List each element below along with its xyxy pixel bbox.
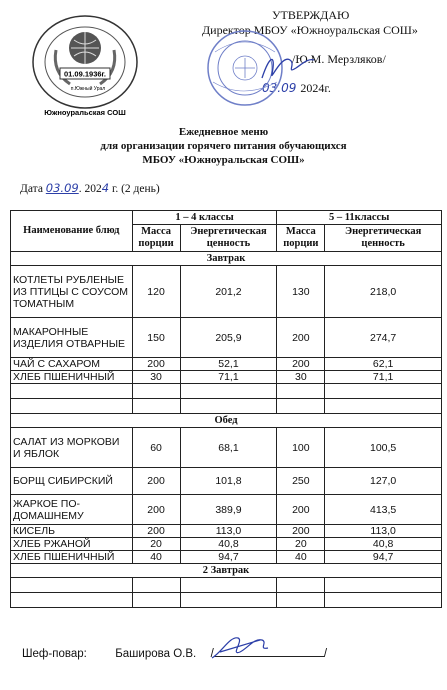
header-energy-2: Энергетическая ценность <box>325 225 442 252</box>
mass-2: 20 <box>277 538 325 551</box>
section-title: 2 Завтрак <box>11 564 442 578</box>
date-day: 03.09 <box>45 181 79 195</box>
energy-1: 389,9 <box>180 495 277 525</box>
date-year-digit: 4 <box>101 181 110 195</box>
mass-2: 200 <box>277 525 325 538</box>
school-seal <box>26 10 144 120</box>
title-line-3: МБОУ «Южноуральская СОШ» <box>142 154 305 166</box>
approval-position: Директор МБОУ «Южноуральская СОШ» <box>202 23 418 37</box>
mass-1: 30 <box>132 371 180 384</box>
energy-2: 113,0 <box>325 525 442 538</box>
energy-1: 101,8 <box>180 468 277 495</box>
seal-school-name: Южноуральская СОШ <box>44 108 126 117</box>
chef-signature <box>206 632 278 664</box>
signature-slash-close: / <box>323 648 328 660</box>
chef-name: Баширова О.В. <box>115 648 197 660</box>
date-suffix: г. (2 день) <box>109 183 160 195</box>
mass-1: 20 <box>132 538 180 551</box>
date-prefix: Дата <box>20 183 43 195</box>
header-group-1: 1 – 4 классы <box>132 211 277 225</box>
mass-1: 200 <box>132 468 180 495</box>
energy-2: 62,1 <box>325 358 442 371</box>
header-group-2: 5 – 11классы <box>277 211 442 225</box>
mass-1: 200 <box>132 358 180 371</box>
dish-name: МАКАРОННЫЕ ИЗДЕЛИЯ ОТВАРНЫЕ <box>11 318 133 358</box>
empty-row <box>11 399 442 414</box>
mass-1: 200 <box>132 525 180 538</box>
seal-year: 01.09.1936г. <box>64 69 106 79</box>
title-line-2: для организации горячего питания обучающихся <box>100 140 347 152</box>
date-year-prefix: . 202 <box>78 183 102 195</box>
energy-1: 52,1 <box>180 358 277 371</box>
mass-1: 40 <box>132 551 180 564</box>
director-signature <box>258 48 318 88</box>
dish-name: САЛАТ ИЗ МОРКОВИ И ЯБЛОК <box>11 428 133 468</box>
energy-2: 413,5 <box>325 495 442 525</box>
dish-name: КИСЕЛЬ <box>11 525 133 538</box>
signature-slash-open: / <box>210 648 214 660</box>
header-energy-1: Энергетическая ценность <box>180 225 277 252</box>
energy-2: 100,5 <box>325 428 442 468</box>
section-title: Завтрак <box>11 252 442 266</box>
dish-name: БОРЩ СИБИРСКИЙ <box>11 468 133 495</box>
dish-name: ЖАРКОЕ ПО-ДОМАШНЕМУ <box>11 495 133 525</box>
mass-1: 120 <box>132 266 180 318</box>
energy-1: 201,2 <box>180 266 277 318</box>
dish-name: ХЛЕБ ПШЕНИЧНЫЙ <box>11 551 133 564</box>
title-line-1: Ежедневное меню <box>178 126 269 138</box>
empty-row <box>11 384 442 399</box>
energy-1: 205,9 <box>180 318 277 358</box>
mass-2: 100 <box>277 428 325 468</box>
energy-2: 274,7 <box>325 318 442 358</box>
energy-1: 40,8 <box>180 538 277 551</box>
energy-1: 94,7 <box>180 551 277 564</box>
mass-1: 150 <box>132 318 180 358</box>
approval-year: 2024г. <box>300 81 331 95</box>
approval-director: /Ю.М. Мерзляков/ <box>292 52 386 66</box>
mass-2: 30 <box>277 371 325 384</box>
chef-role: Шеф-повар: <box>22 648 87 660</box>
empty-row <box>11 578 442 593</box>
energy-1: 68,1 <box>180 428 277 468</box>
mass-2: 250 <box>277 468 325 495</box>
seal-village: п.Южный Урал <box>70 86 106 92</box>
mass-1: 60 <box>132 428 180 468</box>
section-title: Обед <box>11 414 442 428</box>
mass-2: 200 <box>277 358 325 371</box>
document-title <box>0 125 447 167</box>
energy-2: 71,1 <box>325 371 442 384</box>
approval-block: УТВЕРЖДАЮ Директор МБОУ «Южноуральская СОШ» /Ю.М. Мерзляков/ 03.09 2024г. <box>200 8 440 96</box>
dish-name: ЧАЙ С САХАРОМ <box>11 358 133 371</box>
approval-heading: УТВЕРЖДАЮ <box>272 8 350 22</box>
header-mass-1: Масса порции <box>132 225 180 252</box>
mass-2: 200 <box>277 318 325 358</box>
energy-1: 71,1 <box>180 371 277 384</box>
menu-table <box>10 210 442 608</box>
empty-row <box>11 593 442 608</box>
energy-1: 113,0 <box>180 525 277 538</box>
mass-2: 40 <box>277 551 325 564</box>
energy-2: 40,8 <box>325 538 442 551</box>
signature-line <box>22 648 327 660</box>
energy-2: 218,0 <box>325 266 442 318</box>
dish-name: ХЛЕБ РЖАНОЙ <box>11 538 133 551</box>
dish-name: ХЛЕБ ПШЕНИЧНЫЙ <box>11 371 133 384</box>
header-mass-2: Масса порции <box>277 225 325 252</box>
energy-2: 127,0 <box>325 468 442 495</box>
mass-1: 200 <box>132 495 180 525</box>
mass-2: 200 <box>277 495 325 525</box>
dish-name: КОТЛЕТЫ РУБЛЕНЫЕ ИЗ ПТИЦЫ С СОУСОМ ТОМАТНЫМ <box>11 266 133 318</box>
energy-2: 94,7 <box>325 551 442 564</box>
header-dish-name: Наименование блюд <box>11 211 133 252</box>
date-line <box>20 181 160 195</box>
mass-2: 130 <box>277 266 325 318</box>
